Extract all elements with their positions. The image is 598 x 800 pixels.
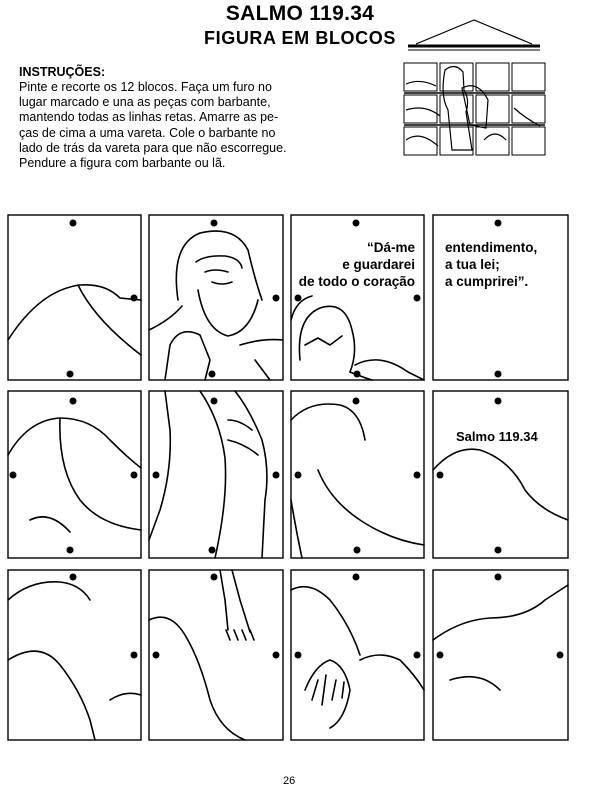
page-number: 26: [283, 775, 296, 787]
verse-reference: Salmo 119.34: [456, 429, 538, 444]
instructions-text: Pinte e recorte os 12 blocos. Faça um furo no lugar marcado e una as peças com barbante, mantendo todas as linhas retas. Amarre as pe- ças de cima a uma vareta. Cole o barbante no lado de trás da vareta para que não escorregue. Pendure a figura com barbante ou lã.: [19, 80, 287, 171]
page-title: SALMO 119.34: [225, 2, 375, 25]
hanging-preview: [404, 20, 545, 155]
verse-text-part2: entendimento, a tua lei; a cumprirei”.: [445, 240, 538, 289]
puzzle-blocks: [8, 215, 568, 740]
instructions-heading: INSTRUÇÕES:: [19, 65, 106, 79]
verse-text-part1: “Dá-me e guardarei de todo o coração: [298, 240, 415, 289]
figure-drawing: [8, 231, 568, 740]
page-subtitle: FIGURA EM BLOCOS: [204, 28, 396, 48]
